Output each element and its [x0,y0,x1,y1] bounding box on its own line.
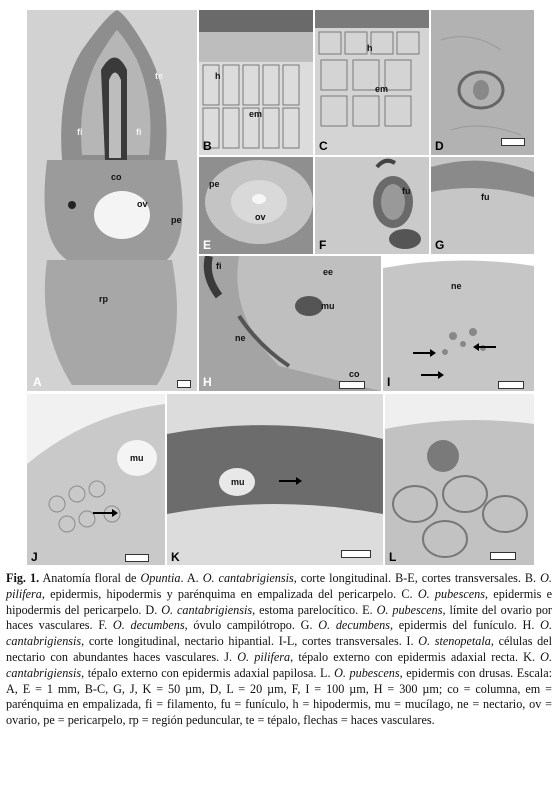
caption-text: , corte longitudinal. B-E, cortes transversales. B. [293,571,541,585]
panel-k-letter: K [171,550,180,564]
panel-f-label-fu: fu [402,186,411,196]
panel-e [199,157,313,254]
panel-g-micrograph [431,157,534,254]
panel-e-letter: E [203,238,212,252]
panel-e-label-pe: pe [209,179,220,189]
panel-h-label-ee: ee [323,267,334,277]
panel-a-micrograph [27,10,197,391]
caption-text: , estoma parelocítico. E. [252,602,377,617]
panel-g-letter: G [435,238,445,252]
panel-f-micrograph [315,157,429,254]
panel-k [167,394,383,565]
panel-c-label-h: h [367,43,373,53]
panel-h-label-mu: mu [321,301,335,311]
panel-a-scale-bar [177,380,191,388]
caption-text: , epidermis e hipodermis del pericarpelo. D. [6,586,552,617]
caption-taxon: O. pubescens [417,586,485,601]
caption-taxon: O. pubescens [334,665,400,680]
panel-h-scale-bar [339,381,365,389]
panel-a-label-ov: ov [137,199,148,209]
caption-taxon: O. decumbens [112,618,185,633]
panel-f [315,157,429,254]
panel-j [27,394,165,565]
figure-caption [6,571,552,729]
panel-j-scale-bar [125,554,149,562]
figure-plate [27,10,534,565]
caption-text: Anatomía floral de [39,571,141,585]
panel-l-micrograph [385,394,534,565]
panel-a-label-fi-2: fi [136,127,142,137]
panel-d-letter: D [435,139,444,153]
panel-j-label-mu: mu [130,453,144,463]
panel-k-scale-bar [341,550,371,558]
panel-h-letter: H [203,375,212,389]
panel-d-scale-bar [501,138,525,146]
caption-text: . A. [180,571,203,585]
panel-c-micrograph [315,10,429,155]
panel-a-letter: A [33,375,42,389]
panel-k-micrograph [167,394,383,565]
panel-k-arrow-1 [279,480,297,482]
panel-a-label-pe: pe [171,215,182,225]
panel-f-letter: F [319,238,327,252]
panel-b-letter: B [203,139,212,153]
panel-a-label-rp: rp [99,294,108,304]
panel-d-micrograph [431,10,534,155]
caption-text: , tépalo externo con epidermis adaxial recta. K. [290,649,541,664]
caption-taxon: O. decumbens [318,618,390,633]
panel-i-arrow-3 [421,374,439,376]
panel-j-letter: J [31,550,38,564]
caption-text: , corte longitudinal, nectario hipantial. I-L, cortes transversales. I. [81,634,419,649]
caption-taxon: Opuntia [140,571,181,585]
caption-taxon: O. stenopetala [418,634,491,649]
panel-b [199,10,313,155]
caption-text: , límite del ovario por haces vasculares. F. [6,602,552,633]
panel-i-arrow-2 [478,346,496,348]
caption-taxon: O. cantabrigiensis [161,602,253,617]
panel-i-micrograph [383,256,534,391]
caption-taxon: O. cantabrigiensis [202,571,294,585]
panel-h [199,256,381,391]
panel-l [385,394,534,565]
panel-g [431,157,534,254]
panel-j-micrograph [27,394,165,565]
caption-text: , tépalo externo con epidermis adaxial papilosa. L. [81,665,335,680]
panel-e-micrograph [199,157,313,254]
panel-j-arrow-1 [93,512,113,514]
caption-text: , células del nectario con abundantes haces vasculares. J. [6,634,552,664]
panel-k-label-mu: mu [231,477,245,487]
panel-i [383,256,534,391]
panel-i-arrow-1 [413,352,431,354]
panel-h-label-fi: fi [216,261,222,271]
panel-c [315,10,429,155]
panel-b-label-em: em [249,109,263,119]
panel-b-label-h: h [215,71,221,81]
caption-fig-label: Fig. 1. [6,571,40,585]
panel-i-letter: I [387,375,391,389]
panel-i-label-ne: ne [451,281,462,291]
panel-l-letter: L [389,550,397,564]
panel-i-scale-bar [498,381,524,389]
panel-a-label-fi-1: fi [77,127,83,137]
panel-d [431,10,534,155]
caption-taxon: O. pilifera [6,571,552,601]
panel-a-label-te: te [155,71,164,81]
panel-l-scale-bar [490,552,516,560]
panel-h-label-ne: ne [235,333,246,343]
caption-text: , epidermis con drusas. Escala: A, E = 1 mm, B-C, G, J, K = 50 µm, D, L = 20 µm, F, I = 100 µm, H = 300 µm; co = columna, em = parénquima en empalizada, fi = filamento, fu = funículo, h = hipodermis, mu = mucílago, ne = nectario, ov = ovario, pe = pericarpelo, rp = región peduncular, te = tépalo, flechas = haces vasculares. [6,665,552,728]
panel-h-label-co: co [349,369,360,379]
caption-text: , epidermis, hipodermis y parénquima en empalizada del pericarpelo. C. [41,586,418,601]
caption-taxon: O. pilifera [237,649,291,664]
panel-c-label-em: em [375,84,389,94]
caption-taxon: O. cantabrigiensis [6,649,552,680]
panel-a-label-co: co [111,172,122,182]
caption-taxon: O. cantabrigiensis [6,618,552,649]
caption-taxon: O. pubescens [376,602,443,617]
panel-g-label-fu: fu [481,192,490,202]
caption-text: , epidermis del funículo. H. [389,618,541,633]
panel-b-micrograph [199,10,313,155]
panel-a [27,10,197,391]
panel-e-label-ov: ov [255,212,266,222]
caption-text: , óvulo campilótropo. G. [184,618,319,633]
panel-c-letter: C [319,139,328,153]
